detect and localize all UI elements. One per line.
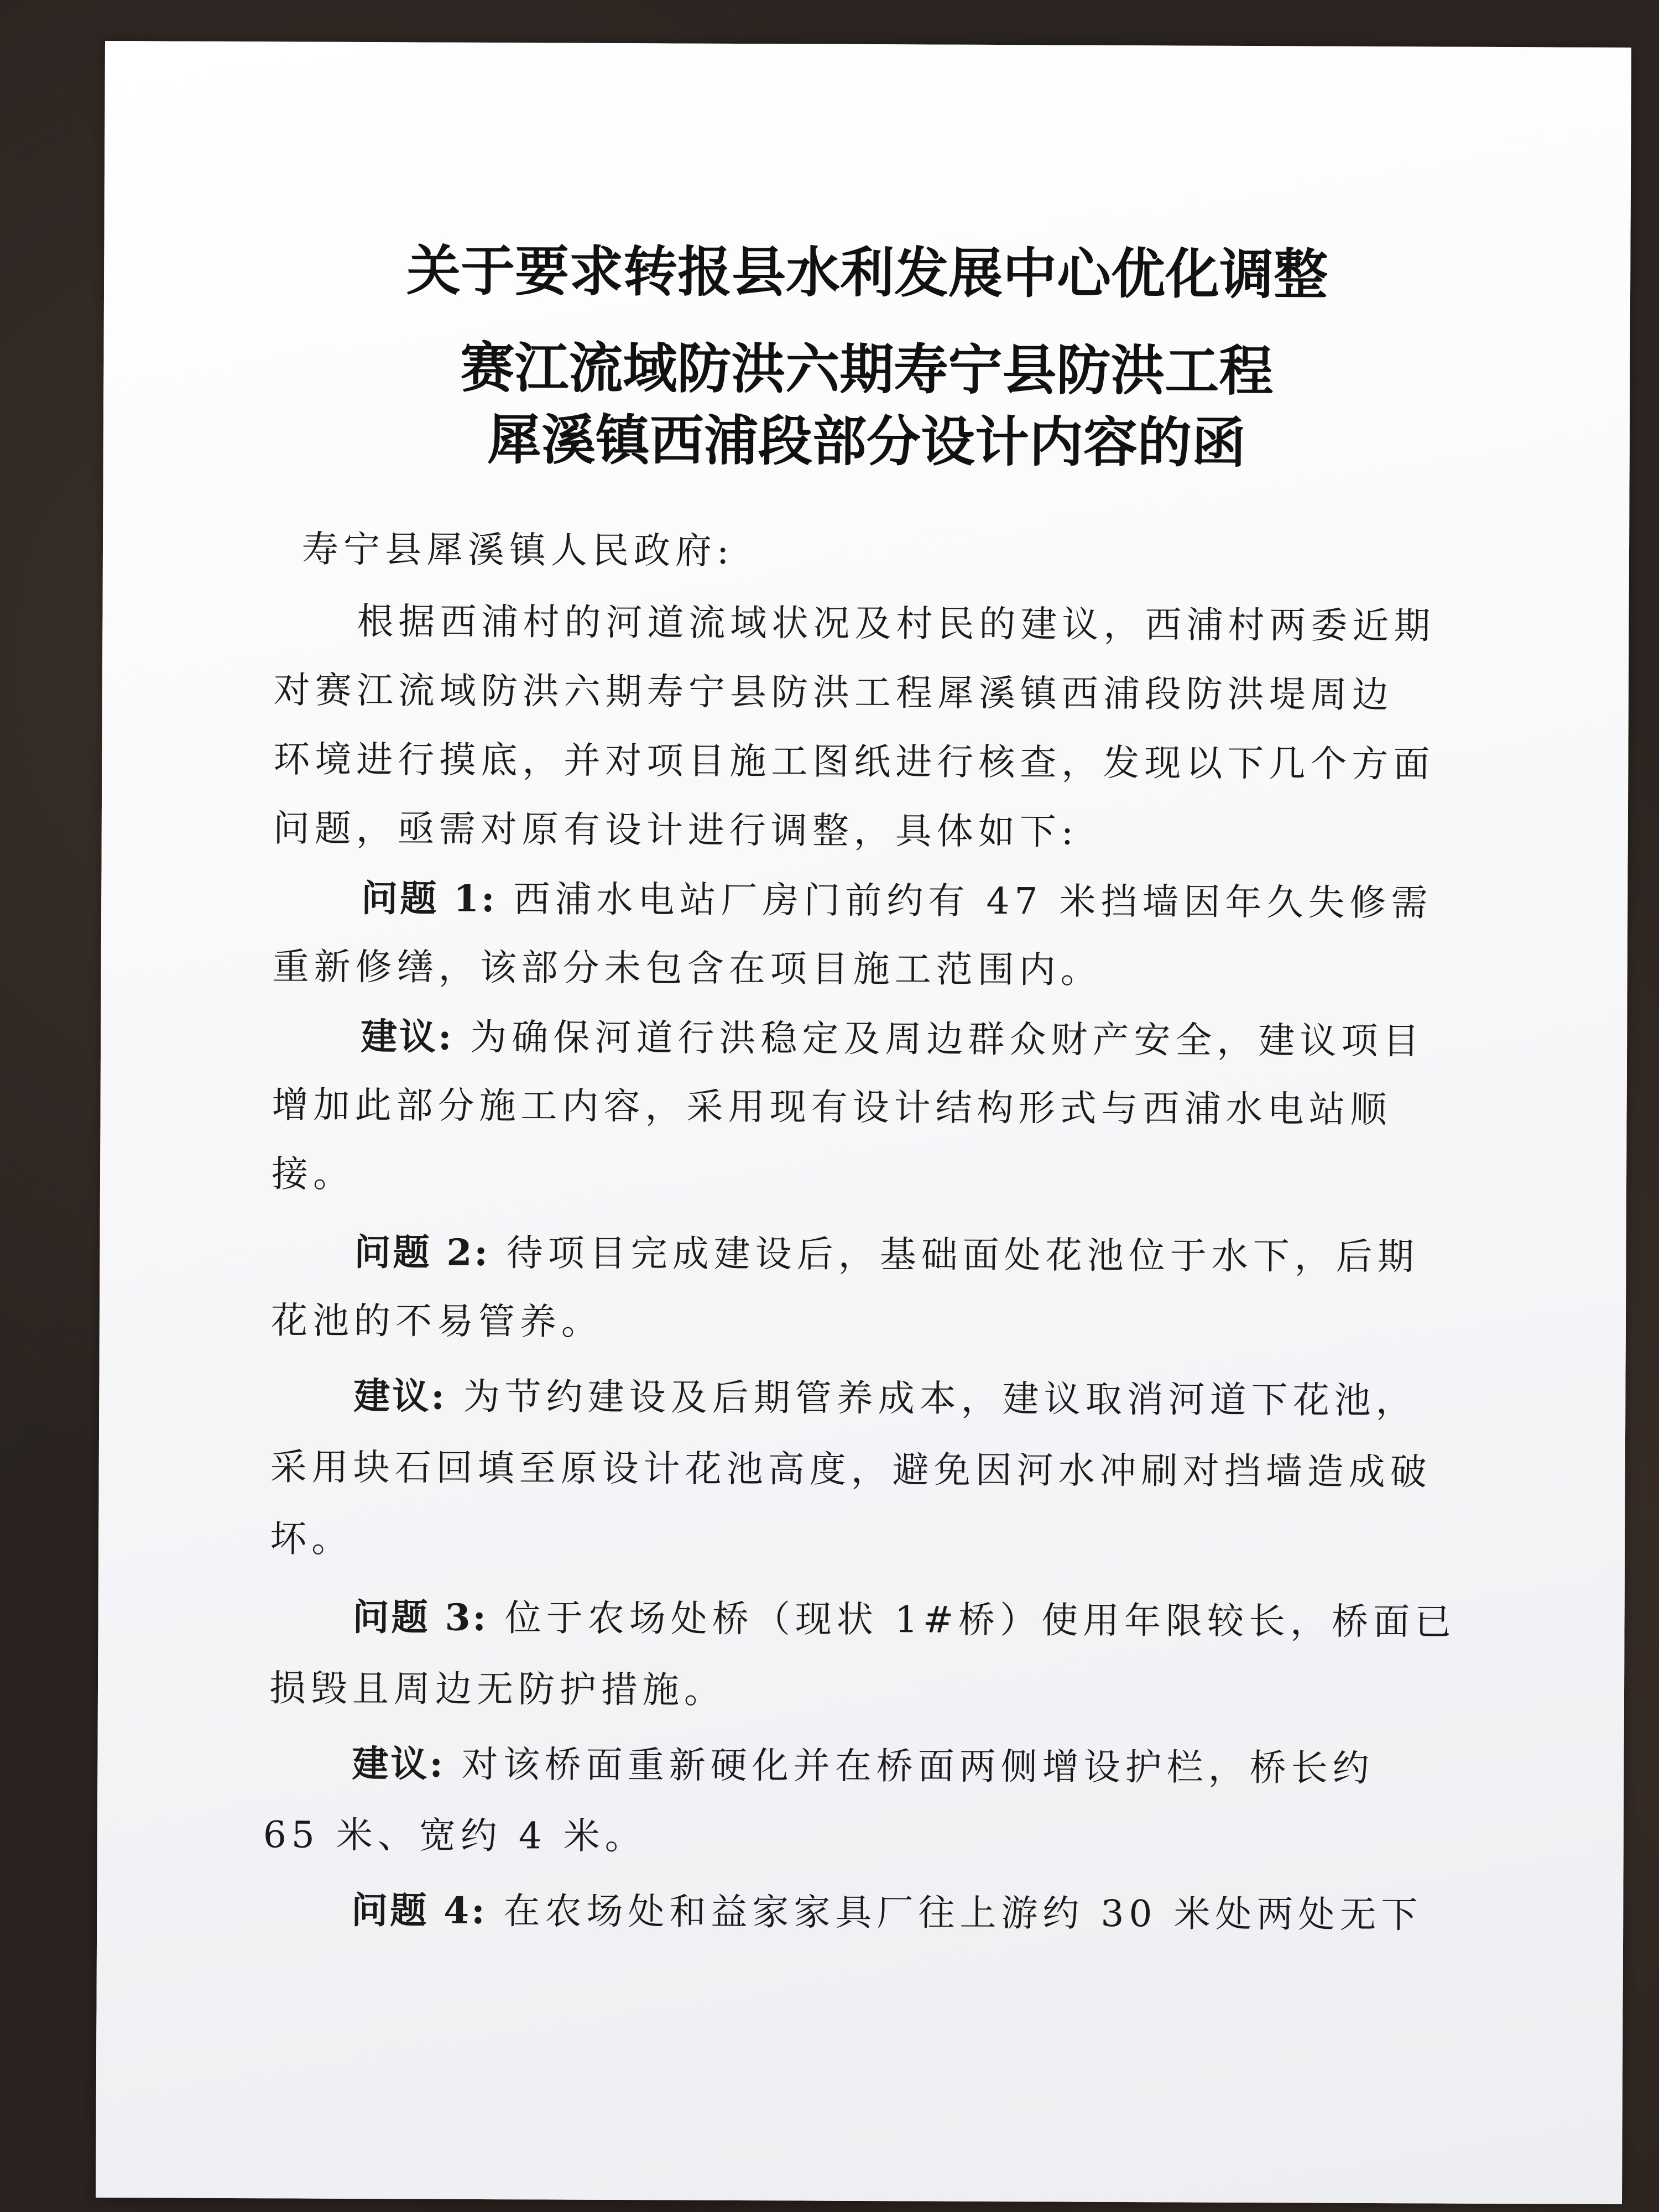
problem-3-label: 问题 3: <box>352 1595 489 1640</box>
suggestion-3-line-1 <box>352 1741 1374 1790</box>
suggestion-1-line-3: 接。 <box>271 1152 355 1196</box>
problem-1-line-1 <box>361 877 1433 925</box>
suggestion-2-line-3: 坏。 <box>270 1517 353 1561</box>
problem-3-line-2: 损毁且周边无防护措施。 <box>269 1667 726 1712</box>
problem-2-label: 问题 2: <box>354 1230 490 1275</box>
problem-1-line-2: 重新修缮，该部分未包含在项目施工范围内。 <box>272 945 1102 992</box>
intro-line-4: 问题，亟需对原有设计进行调整，具体如下: <box>273 807 1079 853</box>
problem-2-line-1 <box>354 1230 1419 1279</box>
suggestion-2-text-1: 为节约建设及后期管养成本，建议取消河道下花池， <box>463 1375 1417 1422</box>
problem-2-text-1: 待项目完成建设后，基础面处花池位于水下，后期 <box>506 1232 1419 1279</box>
suggestion-3-text-1: 对该桥面重新硬化并在桥面两侧增设护栏，桥长约 <box>461 1743 1374 1790</box>
problem-3-line-1 <box>352 1595 1457 1644</box>
problem-1-text-1: 西浦水电站厂房门前约有 47 米挡墙因年久失修需 <box>513 878 1433 925</box>
suggestion-3-label: 建议: <box>352 1741 445 1786</box>
letter-page <box>96 41 1631 2204</box>
suggestion-2-line-2: 采用块石回填至原设计花池高度，避免因河水冲刷对挡墙造成破 <box>270 1446 1432 1494</box>
problem-2-line-2: 花池的不易管养。 <box>270 1299 603 1343</box>
suggestion-2-label: 建议: <box>353 1374 447 1418</box>
suggestion-2-line-1 <box>353 1374 1417 1422</box>
problem-3-text-1: 位于农场处桥（现状 1#桥）使用年限较长，桥面已 <box>504 1597 1457 1644</box>
title-line-2: 赛江流域防洪六期寿宁县防洪工程 <box>460 336 1274 404</box>
title-line-1: 关于要求转报县水利发展中心优化调整 <box>406 239 1328 307</box>
salutation: 寿宁县犀溪镇人民政府: <box>301 528 734 572</box>
suggestion-1-text-1: 为确保河道行洪稳定及周边群众财产安全，建议项目 <box>470 1015 1425 1063</box>
problem-4-line-1 <box>351 1888 1423 1937</box>
problem-4-label: 问题 4: <box>351 1888 487 1933</box>
intro-line-3: 环境进行摸底，并对项目施工图纸进行核查，发现以下几个方面 <box>273 738 1435 786</box>
intro-line-2: 对赛江流域防洪六期寿宁县防洪工程犀溪镇西浦段防洪堤周边 <box>273 669 1394 717</box>
suggestion-3-line-2: 65 米、宽约 4 米。 <box>263 1813 646 1858</box>
problem-1-label: 问题 1: <box>361 877 497 921</box>
suggestion-1-label: 建议: <box>360 1015 454 1058</box>
suggestion-1-line-1 <box>360 1015 1425 1063</box>
problem-4-text-1: 在农场处和益家家具厂往上游约 30 米处两处无下 <box>503 1890 1423 1937</box>
title-line-3: 犀溪镇西浦段部分设计内容的函 <box>487 408 1246 475</box>
suggestion-1-line-2: 增加此部分施工内容，采用现有设计结构形式与西浦水电站顺 <box>272 1083 1392 1131</box>
intro-line-1: 根据西浦村的河道流域状况及村民的建议，西浦村两委近期 <box>357 599 1436 648</box>
